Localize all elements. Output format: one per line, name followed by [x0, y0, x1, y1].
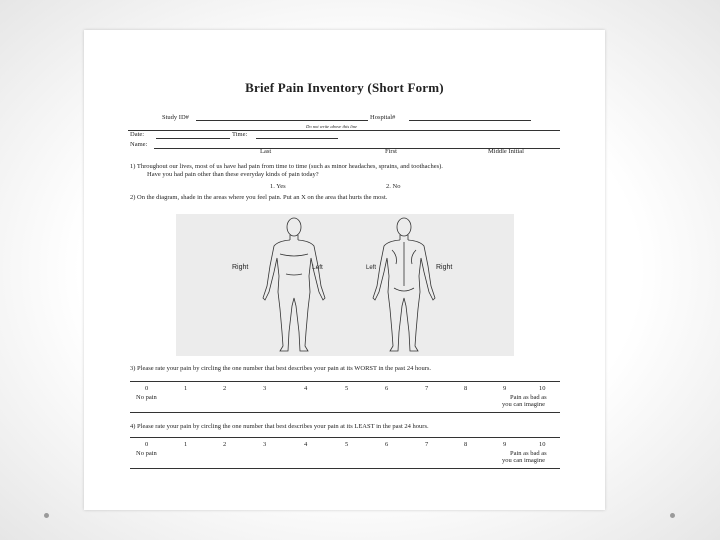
front-right-label: Right: [232, 264, 249, 271]
slide-corner-dot-left: [44, 513, 49, 518]
worst-scale-10[interactable]: 10: [539, 385, 546, 392]
question-3-bottom-line: [130, 412, 560, 413]
back-body-figure: [373, 218, 435, 351]
name-first-caption: First: [385, 148, 397, 155]
question-1-yes: 1. Yes: [270, 183, 286, 190]
worst-scale-9[interactable]: 9: [503, 385, 507, 392]
name-label: Name:: [130, 141, 148, 148]
least-scale-2[interactable]: 2: [223, 441, 227, 448]
hospital-label: Hospital#: [370, 114, 396, 121]
study-id-label: Study ID#: [162, 114, 189, 121]
date-field-line: [156, 138, 230, 139]
worst-high-anchor-line-2: you can imagine: [502, 401, 545, 408]
body-outline-figures: [176, 214, 514, 356]
time-field-line: [256, 138, 338, 139]
name-last-caption: Last: [260, 148, 272, 155]
back-right-label: Right: [436, 264, 453, 271]
slide-corner-dot-right: [670, 513, 675, 518]
least-high-anchor-line-1: Pain as bad as: [510, 450, 547, 457]
worst-scale-7[interactable]: 7: [425, 385, 429, 392]
form-title: Brief Pain Inventory (Short Form): [245, 80, 444, 95]
worst-scale-5[interactable]: 5: [345, 385, 349, 392]
do-not-write-note: Do not write above this line: [306, 124, 358, 129]
date-label: Date:: [130, 131, 145, 138]
pain-inventory-document: [84, 30, 605, 510]
least-scale-3[interactable]: 3: [263, 441, 267, 448]
least-scale-4[interactable]: 4: [304, 441, 308, 448]
least-scale-0[interactable]: 0: [145, 441, 149, 448]
least-high-anchor-line-2: you can imagine: [502, 457, 545, 464]
least-scale-8[interactable]: 8: [464, 441, 468, 448]
worst-scale-0[interactable]: 0: [145, 385, 149, 392]
least-scale-9[interactable]: 9: [503, 441, 507, 448]
least-scale-10[interactable]: 10: [539, 441, 546, 448]
question-3-text: 3) Please rate your pain by circling the one number that best describes your pain at its WORST in the past 24 hours.: [130, 365, 432, 372]
question-4-bottom-line: [130, 468, 560, 469]
question-1-no: 2. No: [386, 183, 401, 190]
question-1-line-1: 1) Throughout our lives, most of us have had pain from time to time (such as minor headaches, sprains, and toothaches).: [130, 163, 443, 170]
worst-scale-3[interactable]: 3: [263, 385, 267, 392]
divider-line: [128, 130, 560, 131]
question-4-scale-line: [130, 437, 560, 438]
study-id-field-line: [196, 120, 368, 121]
front-body-figure: [263, 218, 325, 351]
name-middle-caption: Middle Initial: [488, 148, 524, 155]
body-diagram: [176, 214, 514, 356]
worst-scale-8[interactable]: 8: [464, 385, 468, 392]
hospital-field-line: [409, 120, 531, 121]
worst-scale-4[interactable]: 4: [304, 385, 308, 392]
question-4-text: 4) Please rate your pain by circling the one number that best describes your pain at its LEAST in the past 24 hours.: [130, 423, 429, 430]
worst-high-anchor-line-1: Pain as bad as: [510, 394, 547, 401]
time-label: Time:: [232, 131, 248, 138]
least-low-anchor: No pain: [136, 450, 157, 457]
front-left-label: Left: [312, 264, 323, 271]
worst-scale-6[interactable]: 6: [385, 385, 389, 392]
worst-low-anchor: No pain: [136, 394, 157, 401]
worst-scale-1[interactable]: 1: [184, 385, 188, 392]
least-scale-7[interactable]: 7: [425, 441, 429, 448]
least-scale-1[interactable]: 1: [184, 441, 188, 448]
least-scale-5[interactable]: 5: [345, 441, 349, 448]
question-2-text: 2) On the diagram, shade in the areas where you feel pain. Put an X on the area that hurts the most.: [130, 194, 388, 201]
question-1-line-2: Have you had pain other than these everyday kinds of pain today?: [147, 171, 319, 178]
least-scale-6[interactable]: 6: [385, 441, 389, 448]
question-3-scale-line: [130, 381, 560, 382]
worst-scale-2[interactable]: 2: [223, 385, 227, 392]
back-left-label: Left: [366, 265, 377, 271]
